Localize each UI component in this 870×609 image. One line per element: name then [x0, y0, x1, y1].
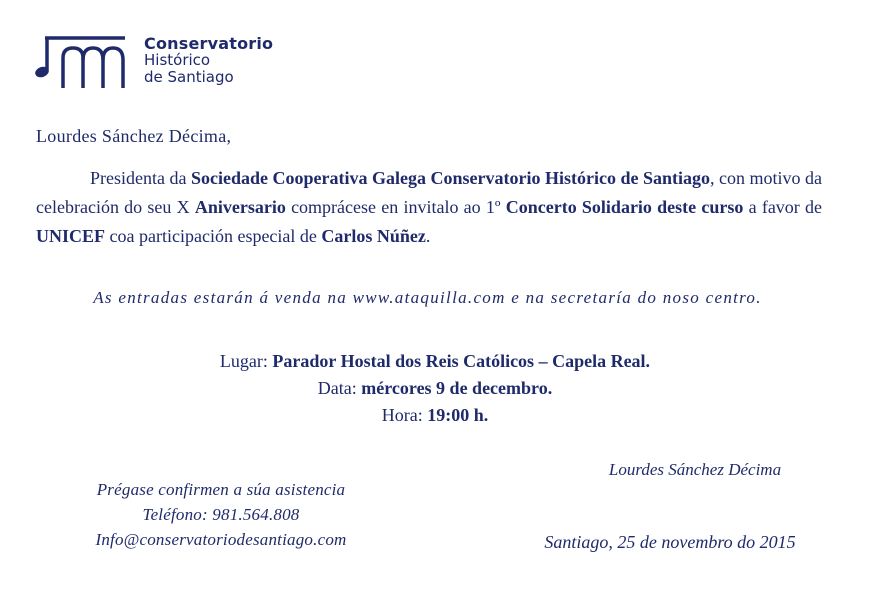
body-bold-text: UNICEF	[36, 226, 106, 246]
venue-row	[0, 348, 870, 375]
brand-line-2: Histórico	[144, 51, 211, 69]
body-text: a favor de	[743, 197, 823, 217]
date-value: mércores 9 de decembro.	[361, 378, 553, 398]
tickets-note: As entradas estarán á venda na www.ataquilla.com e na secretaría do noso centro.	[93, 288, 762, 307]
music-note-logo-icon	[33, 32, 133, 92]
rsvp-phone: Teléfono: 981.564.808	[142, 505, 300, 524]
date-label: Data:	[317, 378, 362, 398]
body-bold-text: Concerto Solidario deste curso	[505, 197, 744, 217]
time-row	[0, 402, 870, 429]
body-text: , con motivo da celebración do seu X	[36, 168, 823, 217]
body-text: comprácese en invitalo ao 1º	[285, 197, 506, 217]
body-text: coa participación especial de	[105, 226, 322, 246]
brand-name	[144, 35, 273, 86]
date-row	[0, 375, 870, 402]
brand-line-1: Conservatorio	[144, 34, 274, 53]
body-bold-text: Carlos Núñez	[321, 226, 426, 246]
letter-date: Santiago, 25 de novembro do 2015	[544, 532, 796, 552]
invitation-body	[36, 164, 822, 251]
venue-value: Parador Hostal dos Reis Católicos – Capela Real.	[272, 351, 651, 371]
body-bold-text: Aniversario	[194, 197, 286, 217]
rsvp-request: Prégase confirmen a súa asistencia	[96, 480, 346, 499]
rsvp-email: Info@conservatoriodesantiago.com	[95, 530, 347, 549]
rsvp-block	[36, 477, 406, 552]
time-label: Hora:	[381, 405, 428, 425]
body-text: Presidenta da	[90, 168, 191, 188]
body-bold-text: Sociedade Cooperativa Galega Conservatorio Histórico de Santiago	[191, 168, 711, 188]
venue-label: Lugar:	[219, 351, 273, 371]
time-value: 19:00 h.	[427, 405, 489, 425]
signer-name: Lourdes Sánchez Décima	[608, 460, 782, 479]
event-details	[0, 348, 870, 429]
logo	[33, 28, 273, 98]
body-text: .	[425, 226, 431, 246]
greeting: Lourdes Sánchez Décima,	[36, 126, 232, 146]
brand-line-3: de Santiago	[144, 68, 234, 86]
